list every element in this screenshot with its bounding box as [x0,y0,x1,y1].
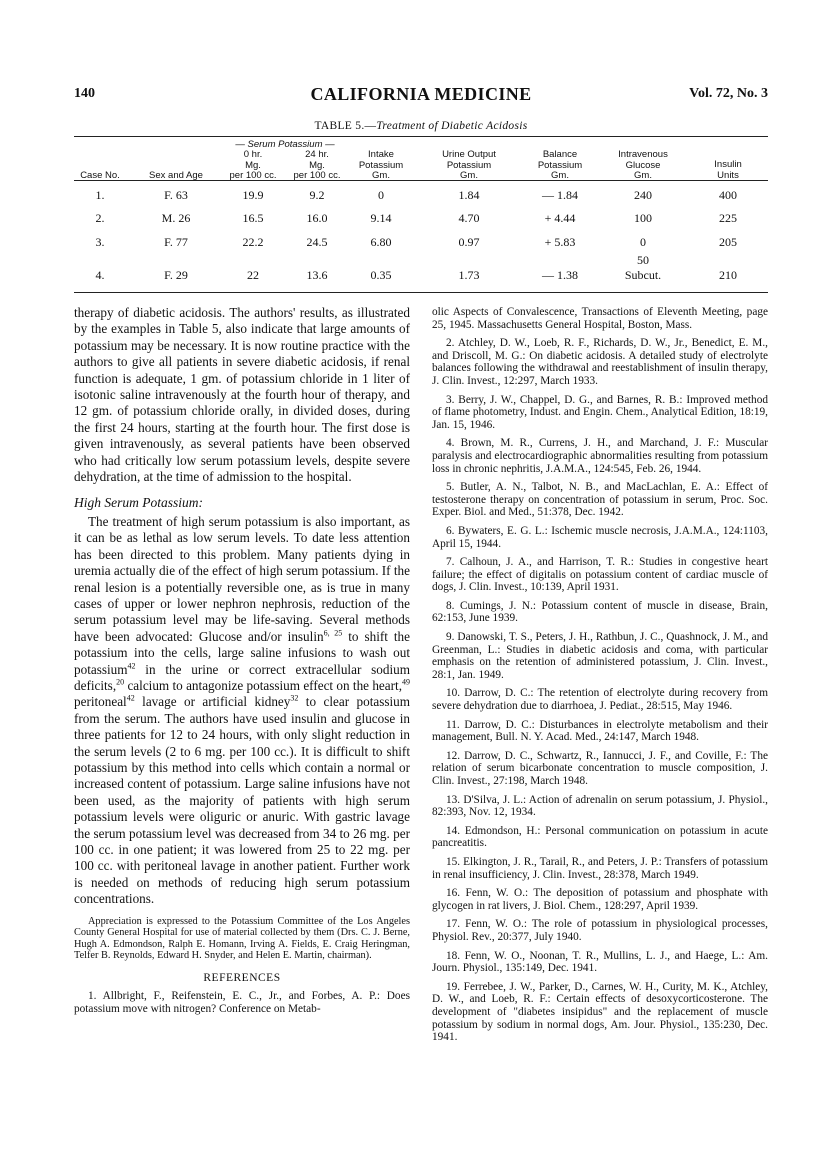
citation-superscript: 42 [127,661,136,671]
reference-item: 3. Berry, J. W., Chappel, D. G., and Barnes, R. B.: Improved method of flame photometry, Indust. and Engin. Chem., Analytical Edition, 18:19, Jan. 15, 1946. [432,393,768,431]
header-line: Gm. [372,170,390,181]
cell-glucose: 50 [637,253,649,267]
header-line: per 100 cc. [229,170,277,181]
reference-item: 15. Elkington, J. R., Tarail, R., and Peters, J. P.: Transfers of potassium in renal insufficiency, J. Clin. Invest., 28:378, March 1949. [432,855,768,881]
cell-k24: 16.0 [306,211,328,225]
running-header [74,84,768,106]
table-caption-prefix: TABLE 5.— [314,120,377,132]
text-run: calcium to antagonize potassium effect on the heart, [124,677,402,693]
cell-glucose: 100 [634,211,652,225]
header-intake-potassium [346,150,416,182]
cell-urine: 0.97 [458,235,480,249]
reference-item: 10. Darrow, D. C.: The retention of electrolyte during recovery from severe dehydration due to diarrhoea, J. Pediat., 28:515, May 1946. [432,687,768,713]
page-number: 140 [74,86,95,101]
header-line: 24 hr. [305,149,329,160]
header-intravenous-glucose [600,150,686,182]
cell-balance: + 5.83 [544,235,576,249]
reference-item: 7. Calhoun, J. A., and Harrison, T. R.: Studies in congestive heart failure; the effect of digitalis on potassium content of cardiac muscle of dogs, J. Clin. Invest., 10:139, April 1931. [432,556,768,594]
reference-item: 8. Cumings, J. N.: Potassium content of muscle in disease, Brain, 62:153, June 1939. [432,599,768,625]
header-line: Insulin [714,159,742,170]
text-run: peritoneal [74,694,127,710]
reference-item: 17. Fenn, W. O.: The role of potassium in physiological processes, Physiol. Rev., 20:377, July 1940. [432,918,768,943]
cell-balance: — 1.84 [542,188,578,202]
citation-superscript: 6, 25 [323,628,343,638]
reference-item: 18. Fenn, W. O., Noonan, T. R., Mullins, L. J., and Haege, L.: Am. Journ. Physiol., 135:149, Dec. 1941. [432,949,768,975]
header-line: Mg. [309,159,325,171]
text-run: The treatment of high serum potassium is also important, as it can be as lethal as low serum levels. To date less attention has been directed to this problem. Many patients dying in uremia actually die of the effect of high serum potassium. If the renal lesion is a potentially reversible one, as is true in many cases of upper or lower nephron nephrosis, reduction of the serum potassium level may be life-saving. Several methods have been advocated: Glucose and/or insulin [74,513,410,644]
cell-k24: 9.2 [309,188,325,202]
cell-insulin: 210 [719,268,737,282]
left-column [74,305,410,1022]
reference-item: 2. Atchley, D. W., Loeb, R. F., Richards, D. W., Jr., Benedict, E. M., and Driscoll, M. G.: On diabetic acidosis. A detailed study of electrolyte balances following the withdrawal and reestablishment of insulin therapy, J. Clin. Invest., 12:297, March 1933. [432,337,768,387]
citation-superscript: 20 [116,677,125,687]
header-serum-k-24hr [284,150,350,182]
header-line: Mg. [245,159,261,171]
header-line: 0 hr. [243,149,263,160]
cell-k24: 13.6 [306,268,328,282]
cell-intake: 9.14 [370,211,392,225]
cell-glucose: 240 [634,188,652,202]
reference-item: 11. Darrow, D. C.: Disturbances in electrolyte metabolism and their management, Bull. N. Y. Acad. Med., 24:147, March 1948. [432,718,768,744]
reference-item: 12. Darrow, D. C., Schwartz, R., Iannucci, J. F., and Coville, F.: The relation of serum bicarbonate concentration to muscle composition, J. Clin. Invest., 27:198, March 1948. [432,749,768,787]
citation-superscript: 42 [126,693,135,703]
header-line: Intake [368,149,394,160]
reference-item: 1. Allbright, F., Reifenstein, E. C., Jr., and Forbes, A. P.: Does potassium move with nitrogen? Conference on Metab- [74,990,410,1015]
references-heading: REFERENCES [203,972,281,984]
journal-title: CALIFORNIA MEDICINE [310,84,532,104]
header-line: Gm. [634,170,652,181]
citation-superscript: 32 [290,693,299,703]
cell-k24: 24.5 [306,235,328,249]
reference-item: 16. Fenn, W. O.: The deposition of potassium and phosphate with glycogen in rat livers, J. Biol. Chem., 128:297, April 1939. [432,887,768,912]
header-insulin-units [688,160,768,181]
reference-item: 4. Brown, M. R., Currens, J. H., and Marchand, J. F.: Muscular paralysis and electrocardiographic abnormalities resulting from potassium loss in chronic nephritis, J.A.M.A., 124:545, Feb. 26, 1944. [432,437,768,475]
cell-insulin: 400 [719,188,737,202]
cell-k0: 16.5 [242,211,264,225]
cell-intake: 0.35 [370,268,392,282]
header-sex-age: Sex and Age [149,170,203,181]
reference-item: 14. Edmondson, H.: Personal communication on potassium in acute pancreatitis. [432,824,768,850]
header-line: Potassium [537,159,583,171]
cell-case: 2. [95,211,105,225]
header-serum-k-0hr [220,150,286,182]
cell-glucose-route: Subcut. [624,268,662,282]
header-line: Urine Output [442,149,496,160]
text-run: in the urine or correct extracellular sodium deficits, [74,661,410,693]
reference-item: 6. Bywaters, E. G. L.: Ischemic muscle necrosis, J.A.M.A., 124:1103, April 15, 1944. [432,524,768,550]
cell-insulin: 225 [719,211,737,225]
header-line: Potassium [446,159,492,171]
body-paragraph [74,514,410,908]
header-case-no: Case No. [80,170,120,181]
cell-case: 4. [95,268,105,282]
cell-urine: 4.70 [458,211,480,225]
header-line: Gm. [551,170,569,181]
cell-urine: 1.73 [458,268,480,282]
header-line: Potassium [358,159,404,171]
cell-case: 1. [95,188,105,202]
table-header [74,137,768,181]
header-balance-potassium [520,150,600,182]
cell-k0: 22 [247,268,259,282]
header-line: Intravenous [618,149,668,160]
header-line: Gm. [460,170,478,181]
cell-urine: 1.84 [458,188,480,202]
text-run: to clear potassium from the serum. The authors have used insulin and glucose in three patients for 12 to 24 hours, with only slight reduction in the serum levels (2 to 6 mg. per 100 cc.). It is difficult to shift potassium by this method into cells which contain a normal or increased content of potassium. Large saline infusions have not been used, as the majority of patients with high serum potassium levels were oliguric or anuric. With gastric lavage the serum potassium level was decreased from 34 to 26 mg. per 100 cc. in one patient; it was lowered from 25 to 22 mg. per 100 cc. with peritoneal lavage in another patient. Further work is needed on methods of reducing high serum potassium concentrations. [74,694,410,907]
reference-item: 19. Ferrebee, J. W., Parker, D., Carnes, W. H., Curity, M. K., Atchley, D. W., and Loeb, R. F.: Certain effects of desoxycorticosterone. The development of "diabetes insipidus" and the replacement of muscle potassium by sodium in normal dogs, Am. Jour. Physiol., 135:230, Dec. 1941. [432,980,768,1044]
reference-item: 9. Danowski, T. S., Peters, J. H., Rathbun, J. C., Quashnock, J. M., and Greenman, L.: Studies in diabetic acidosis and coma, with particular emphasis on the retention of administered potassium, J. Clin. Invest., 28:1, Jan. 1949. [432,631,768,681]
table-caption-title: Treatment of Diabetic Acidosis [376,120,528,132]
header-line: Glucose [625,159,661,171]
cell-k0: 22.2 [242,235,264,249]
cell-sex-age: F. 29 [164,268,188,282]
cell-balance: + 4.44 [544,211,576,225]
cell-balance: — 1.38 [542,268,578,282]
reference-item: 5. Butler, A. N., Talbot, N. B., and MacLachlan, E. A.: Effect of testosterone therapy on concentration of potassium in serum, Proc. Soc. Exper. Biol. and Med., 51:378, Dec. 1942. [432,481,768,519]
header-serum-potassium-group: — Serum Potassium — [235,139,335,150]
acknowledgment: Appreciation is expressed to the Potassium Committee of the Los Angeles County General Hospital for use of material collected by them (Drs. C. J. Berne, Hugh A. Edmondson, Ralph E. Homann, Irving A. Fields, E. Craig Heringman, Telfer B. Reynolds, Edward H. Snyder, and Helen E. Martin, chairman). [74,915,410,962]
reference-continuation: olic Aspects of Convalescence, Transactions of Eleventh Meeting, page 25, 1945. Massachusetts General Hospital, Boston, Mass. [432,306,768,331]
table-caption [74,120,768,132]
cell-sex-age: M. 26 [161,211,191,225]
text-run: lavage or artificial kidney [134,694,291,710]
text-run: to shift the potassium into the cells, large saline infusions to wash out potassium [74,628,410,677]
reference-item: 13. D'Silva, J. L.: Action of adrenalin on serum potassium, J. Physiol., 82:393, Nov. 12, 1934. [432,793,768,819]
cell-sex-age: F. 63 [164,188,188,202]
header-line: per 100 cc. [293,170,341,181]
cell-insulin: 205 [719,235,737,249]
header-line: Units [717,169,739,181]
header-line: Balance [542,149,578,160]
data-table [74,136,768,293]
citation-superscript: 49 [402,677,410,687]
volume-issue: Vol. 72, No. 3 [689,86,768,101]
cell-k0: 19.9 [242,188,264,202]
cell-glucose: 0 [640,235,646,249]
section-heading: High Serum Potassium: [74,495,203,511]
cell-case: 3. [95,235,105,249]
cell-sex-age: F. 77 [164,235,188,249]
cell-intake: 0 [378,188,384,202]
body-paragraph: therapy of diabetic acidosis. The authors' results, as illustrated by the examples in Table 5, also indicate that large amounts of potassium may be necessary. It is now routine practice with the authors to give all patients in severe diabetic acidosis, if renal function is adequate, 1 gm. of potassium chloride in 1 liter of isotonic saline intravenously at the fourth hour of therapy, and 12 gm. of potassium chloride orally, in divided doses, during the first 24 hours, starting at the fourth hour. The first dose is given intravenously, as several patients have been observed who had critically low serum potassium levels, despite severe dehydration, at the time of admission to the hospital. [74,305,410,485]
right-column [432,306,768,1050]
cell-intake: 6.80 [370,235,392,249]
header-urine-output [424,150,514,182]
